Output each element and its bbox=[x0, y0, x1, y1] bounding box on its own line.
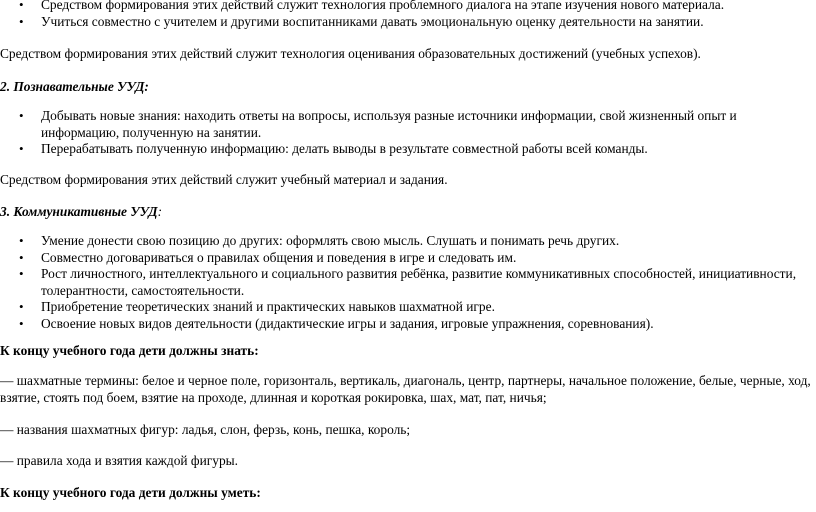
know-heading: К концу учебного года дети должны знать: bbox=[0, 343, 259, 358]
section-heading-cognitive: 2. Познавательные УУД: bbox=[0, 79, 149, 94]
list-item: • Умение донести свою позицию до других: оформлять свою мысль. Слушать и понимать речь других. bbox=[0, 233, 816, 250]
know-item-terms: — шахматные термины: белое и черное поле, горизонталь, вертикаль, диагональ, центр, партнеры, начальное положение, белые, черные, ход, взятие, стоять под боем, взятие на проходе, длинная и короткая рокировка, шах, мат, пат, ничья; bbox=[0, 373, 811, 405]
list-item: • Перерабатывать полученную информацию: делать выводы в результате совместной работы всей команды. bbox=[0, 141, 816, 158]
list-item: • Учиться совместно с учителем и другими воспитанниками давать эмоциональную оценку деятельности на занятии. bbox=[0, 14, 816, 31]
list-item: • Средством формирования этих действий служит технология проблемного диалога на этапе изучения нового материала. bbox=[0, 0, 816, 14]
paragraph: Средством формирования этих действий служит учебный материал и задания. bbox=[0, 172, 448, 187]
heading-colon: : bbox=[157, 204, 163, 219]
know-item-pieces: — названия шахматных фигур: ладья, слон, ферзь, конь, пешка, король; bbox=[0, 422, 411, 437]
list-item: • Совместно договариваться о правилах общения и поведения в игре и следовать им. bbox=[0, 250, 816, 267]
heading-text: 3. Коммуникативные УУД bbox=[0, 204, 158, 219]
list-item: • Приобретение теоретических знаний и практических навыков шахматной игре. bbox=[0, 299, 816, 316]
list-communicative bbox=[0, 233, 816, 332]
know-item-rules: — правила хода и взятия каждой фигуры. bbox=[0, 453, 239, 468]
list-item: • Рост личностного, интеллектуального и социального развития ребёнка, развитие коммуникативных способностей, инициативности, толерантности, самостоятельности. bbox=[0, 266, 816, 299]
paragraph: Средством формирования этих действий служит технология оценивания образовательных достижений (учебных успехов). bbox=[0, 46, 701, 61]
can-heading: К концу учебного года дети должны уметь: bbox=[0, 485, 261, 500]
list-item: • Добывать новые знания: находить ответы на вопросы, используя разные источники информации, свой жизненный опыт и информацию, полученную на занятии. bbox=[0, 108, 816, 141]
list-cognitive bbox=[0, 108, 816, 158]
list-item: • Освоение новых видов деятельности (дидактические игры и задания, игровые упражнения, соревнования). bbox=[0, 316, 816, 333]
section-heading-communicative bbox=[0, 204, 816, 221]
list-top bbox=[0, 0, 816, 30]
